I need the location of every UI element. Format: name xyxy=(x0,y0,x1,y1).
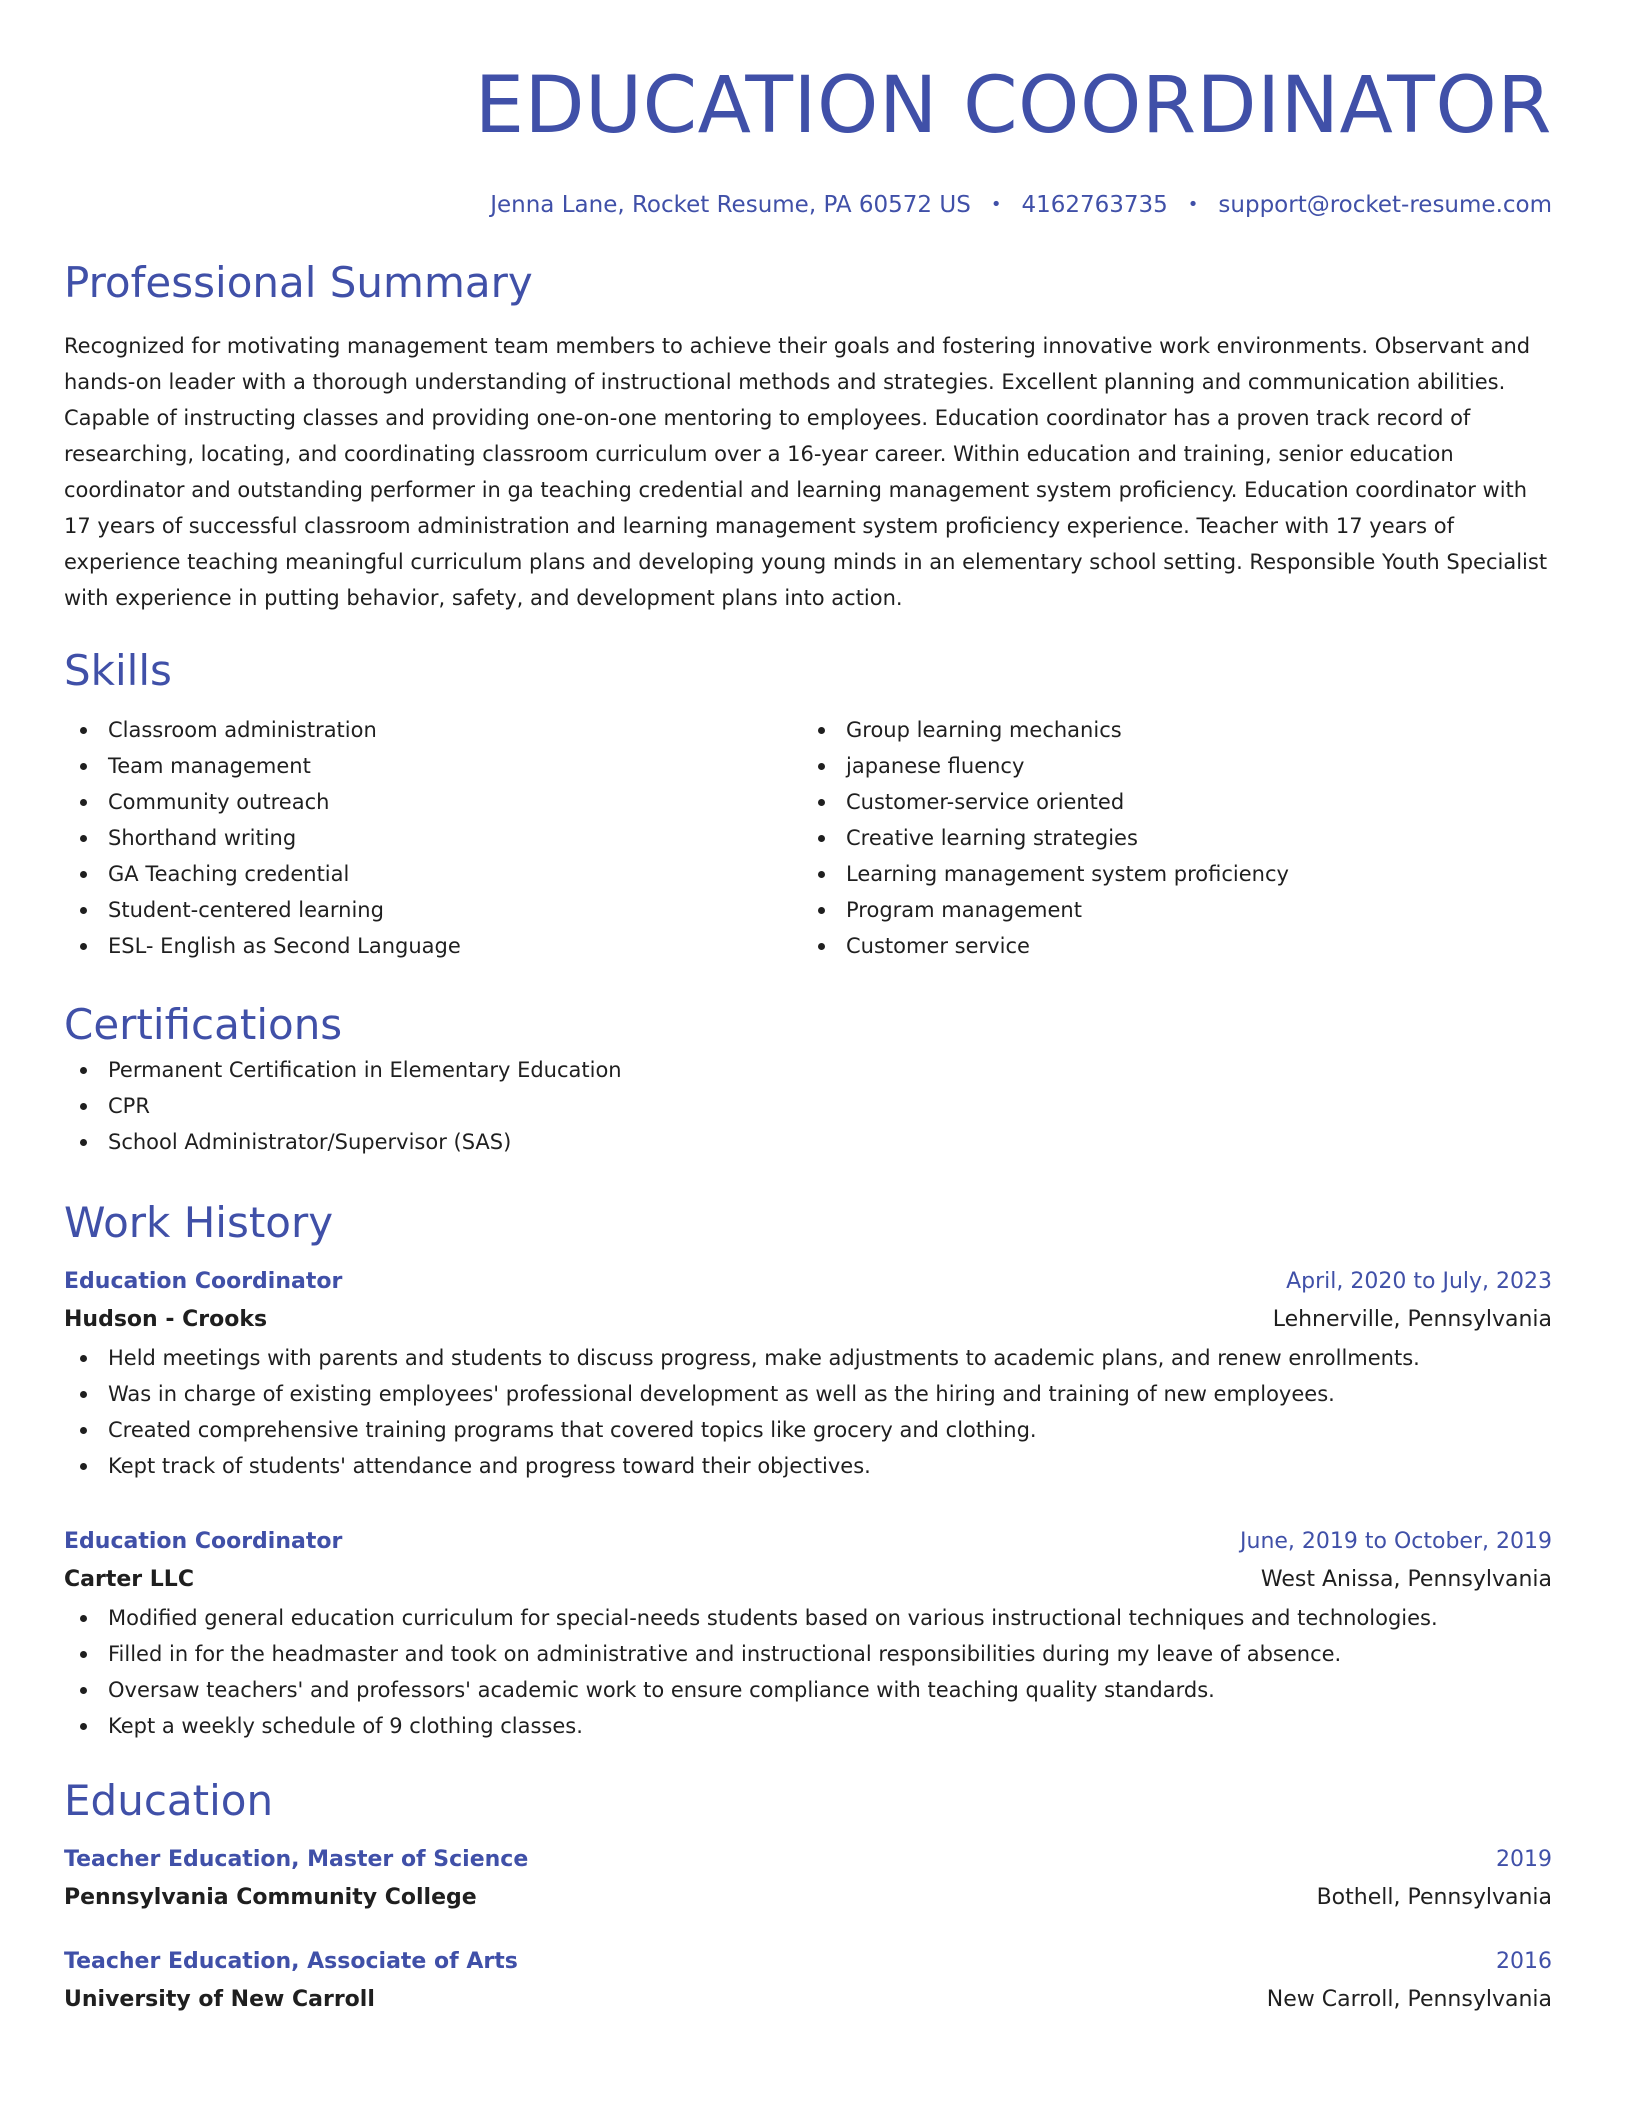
list-item xyxy=(64,856,802,892)
job-duty: Created comprehensive training programs that covered topics like grocery and clothing. xyxy=(108,1418,1037,1442)
list-item xyxy=(64,1052,1552,1088)
degree-row xyxy=(64,1842,1552,1878)
job-dates: June, 2019 to October, 2019 xyxy=(1240,1529,1552,1554)
contact-line xyxy=(64,190,1552,220)
job-duty: Was in charge of existing employees' professional development as well as the hiring and training of new employees. xyxy=(108,1382,1335,1406)
bullet-icon xyxy=(80,799,87,806)
bullet-icon xyxy=(80,835,87,842)
bullet-icon xyxy=(80,1463,87,1470)
list-item xyxy=(802,856,1540,892)
job-duty: Kept a weekly schedule of 9 clothing classes. xyxy=(108,1714,583,1738)
bullet-icon xyxy=(80,1687,87,1694)
bullet-icon xyxy=(80,1651,87,1658)
job-company-row xyxy=(64,1300,1552,1340)
skill-label: Program management xyxy=(846,898,1082,922)
skill-label: Student-centered learning xyxy=(108,898,384,922)
list-item xyxy=(64,1124,1552,1160)
list-item xyxy=(64,1708,1552,1744)
bullet-icon xyxy=(80,1355,87,1362)
skill-label: GA Teaching credential xyxy=(108,862,350,886)
education-entry xyxy=(64,1944,1552,2020)
list-item xyxy=(64,1600,1552,1636)
resume-title: EDUCATION COORDINATOR xyxy=(474,61,1552,151)
skill-label: Shorthand writing xyxy=(108,826,297,850)
bullet-icon xyxy=(80,1067,87,1074)
degree-year: 2019 xyxy=(1496,1847,1552,1872)
list-item xyxy=(802,748,1540,784)
list-item xyxy=(64,1448,1552,1484)
list-item xyxy=(802,892,1540,928)
education-heading: Education xyxy=(64,1776,274,1825)
job-company: Hudson - Crooks xyxy=(64,1307,268,1332)
skill-label: ESL- English as Second Language xyxy=(108,934,461,958)
school-name: Pennsylvania Community College xyxy=(64,1885,477,1910)
list-item xyxy=(802,820,1540,856)
skills-heading: Skills xyxy=(64,646,172,695)
list-item xyxy=(64,1636,1552,1672)
bullet-icon xyxy=(80,1427,87,1434)
job-title: Education Coordinator xyxy=(64,1529,343,1554)
contact-separator: • xyxy=(990,194,1002,215)
job-duty: Oversaw teachers' and professors' academic work to ensure compliance with teaching quality standards. xyxy=(108,1678,1215,1702)
skill-label: Classroom administration xyxy=(108,718,377,742)
skills-list-left xyxy=(64,712,802,964)
job-duties-list xyxy=(64,1600,1552,1744)
list-item xyxy=(64,1340,1552,1376)
bullet-icon xyxy=(80,727,87,734)
school-location: New Carroll, Pennsylvania xyxy=(1266,1987,1552,2012)
skill-label: Learning management system proficiency xyxy=(846,862,1289,886)
skill-label: japanese fluency xyxy=(846,754,1025,778)
list-item xyxy=(802,784,1540,820)
school-name: University of New Carroll xyxy=(64,1987,375,2012)
job-title-row xyxy=(64,1264,1552,1300)
list-item xyxy=(802,928,1540,964)
bullet-icon xyxy=(80,1723,87,1730)
bullet-icon xyxy=(80,1391,87,1398)
bullet-icon xyxy=(80,763,87,770)
contact-separator: • xyxy=(1187,194,1199,215)
degree-row xyxy=(64,1944,1552,1980)
skill-label: Creative learning strategies xyxy=(846,826,1138,850)
list-item xyxy=(802,712,1540,748)
bullet-icon xyxy=(80,907,87,914)
degree-year: 2016 xyxy=(1496,1949,1552,1974)
job-title-row xyxy=(64,1524,1552,1560)
skills-columns xyxy=(64,712,1552,964)
skill-label: Customer service xyxy=(846,934,1030,958)
job-duty: Modified general education curriculum for special-needs students based on various instructional techniques and technologies. xyxy=(108,1606,1438,1630)
certifications-heading: Certifications xyxy=(64,1000,343,1049)
bullet-icon xyxy=(80,871,87,878)
bullet-icon xyxy=(80,1615,87,1622)
certification-label: School Administrator/Supervisor (SAS) xyxy=(108,1130,512,1154)
certification-label: Permanent Certification in Elementary Education xyxy=(108,1058,622,1082)
school-row xyxy=(64,1980,1552,2020)
job-duty: Held meetings with parents and students to discuss progress, make adjustments to academic plans, and renew enrollments. xyxy=(108,1346,1420,1370)
job-location: West Anissa, Pennsylvania xyxy=(1260,1567,1552,1592)
job-duty: Kept track of students' attendance and progress toward their objectives. xyxy=(108,1454,871,1478)
skills-column-right xyxy=(802,712,1540,964)
certifications-list xyxy=(64,1052,1552,1160)
job-duties-list xyxy=(64,1340,1552,1484)
bullet-icon xyxy=(818,907,825,914)
bullet-icon xyxy=(80,1139,87,1146)
contact-email: support@rocket-resume.com xyxy=(1218,192,1552,218)
job-company: Carter LLC xyxy=(64,1567,194,1592)
degree-title: Teacher Education, Master of Science xyxy=(64,1847,529,1872)
list-item xyxy=(64,820,802,856)
bullet-icon xyxy=(818,835,825,842)
certification-label: CPR xyxy=(108,1094,150,1118)
bullet-icon xyxy=(818,799,825,806)
job-entry xyxy=(64,1524,1552,1744)
list-item xyxy=(64,1088,1552,1124)
list-item xyxy=(64,1672,1552,1708)
bullet-icon xyxy=(80,943,87,950)
bullet-icon xyxy=(818,943,825,950)
bullet-icon xyxy=(818,871,825,878)
list-item xyxy=(64,928,802,964)
skills-list-right xyxy=(802,712,1540,964)
job-company-row xyxy=(64,1560,1552,1600)
job-location: Lehnerville, Pennsylvania xyxy=(1272,1307,1552,1332)
bullet-icon xyxy=(818,727,825,734)
job-duty: Filled in for the headmaster and took on administrative and instructional responsibilities during my leave of absence. xyxy=(108,1642,1342,1666)
list-item xyxy=(64,712,802,748)
job-entry xyxy=(64,1264,1552,1484)
school-location: Bothell, Pennsylvania xyxy=(1316,1885,1552,1910)
list-item xyxy=(64,784,802,820)
list-item xyxy=(64,1412,1552,1448)
work-history-heading: Work History xyxy=(64,1198,334,1247)
skill-label: Community outreach xyxy=(108,790,330,814)
education-entry xyxy=(64,1842,1552,1918)
list-item xyxy=(64,748,802,784)
skills-column-left xyxy=(64,712,802,964)
summary-heading: Professional Summary xyxy=(64,258,533,307)
job-dates: April, 2020 to July, 2023 xyxy=(1286,1269,1552,1294)
contact-address: Jenna Lane, Rocket Resume, PA 60572 US xyxy=(490,192,971,218)
list-item xyxy=(64,1376,1552,1412)
bullet-icon xyxy=(818,763,825,770)
skill-label: Team management xyxy=(108,754,311,778)
degree-title: Teacher Education, Associate of Arts xyxy=(64,1949,518,1974)
contact-phone: 4162763735 xyxy=(1021,192,1168,218)
bullet-icon xyxy=(80,1103,87,1110)
school-row xyxy=(64,1878,1552,1918)
list-item xyxy=(64,892,802,928)
skill-label: Group learning mechanics xyxy=(846,718,1122,742)
summary-text: Recognized for motivating management team members to achieve their goals and fostering innovative work environments. Observant and hands-on leader with a thorough understanding of instructional methods and strategies. Excellent planning and communication abilities. Capable of instructing classes and providing one-on-one mentoring to employees. Education coordinator has a proven track record of researching, locating, and coordinating classroom curriculum over a 16-year career. Within education and training, senior education coordinator and outstanding performer in ga teaching credential and learning management system proficiency. Education coordinator with 17 years of successful classroom administration and learning management system proficiency experience. Teacher with 17 years of experience teaching meaningful curriculum plans and developing young minds in an elementary school setting. Responsible Youth Specialist with experience in putting behavior, safety, and development plans into action. xyxy=(64,334,1548,610)
job-title: Education Coordinator xyxy=(64,1269,343,1294)
skill-label: Customer-service oriented xyxy=(846,790,1125,814)
